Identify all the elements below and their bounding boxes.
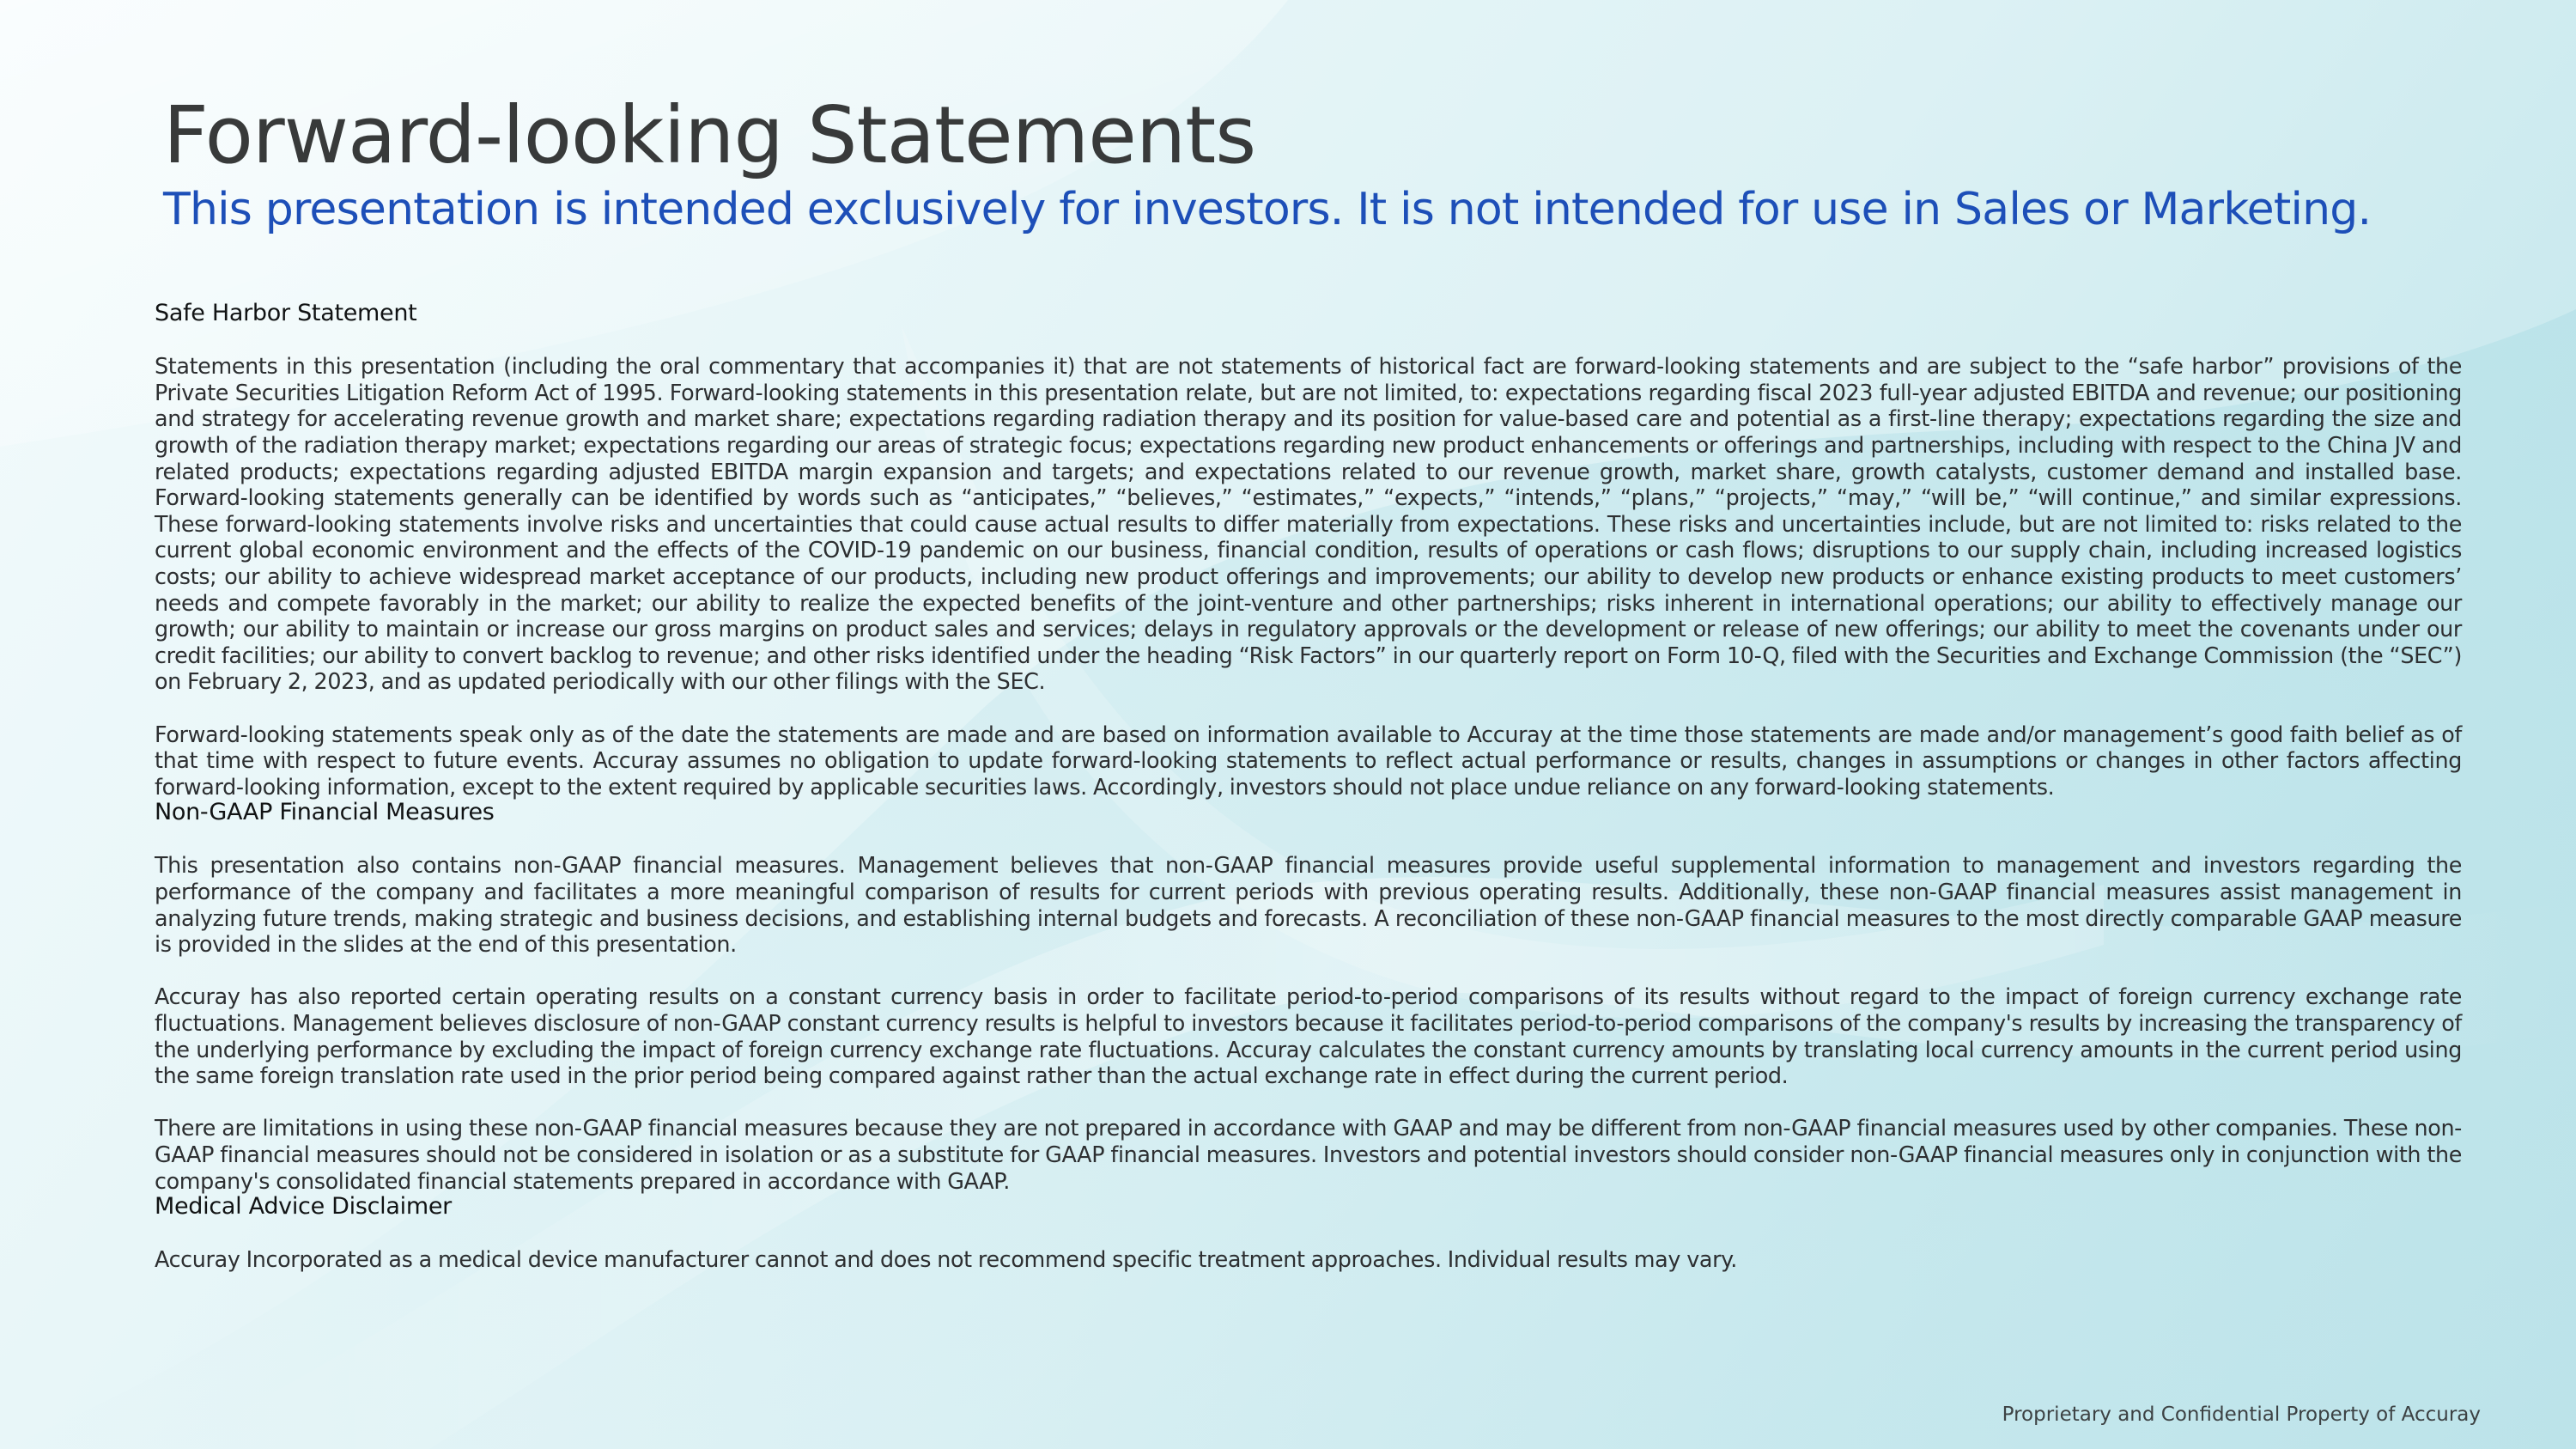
- non-gaap-paragraph-1: This presentation also contains non-GAAP financial measures. Management believes that non-GAAP financial measures provide useful supplemental information to management and investors regarding the performance of the company and facilitates a more meaningful comparison of results for current periods with previous operating results. Additionally, these non-GAAP financial measures assist management in analyzing future trends, making strategic and business decisions, and establishing internal budgets and forecasts. A reconciliation of these non-GAAP financial measures to the most directly comparable GAAP measure is provided in the slides at the end of this presentation.: [155, 852, 2462, 958]
- safe-harbor-section: [155, 301, 2462, 800]
- slide-title: Forward-looking Statements: [163, 89, 1256, 181]
- safe-harbor-paragraph-2: Forward-looking statements speak only as of the date the statements are made and are based on information available to Accuray at the time those statements are made and/or management’s good faith belief as of that time with respect to future events. Accuray assumes no obligation to update forward-looking statements to reflect actual performance or results, changes in assumptions or changes in other factors affecting forward-looking information, except to the extent required by applicable securities laws. Accordingly, investors should not place undue reliance on any forward-looking statements.: [155, 721, 2462, 800]
- disclaimer-body: [155, 301, 2462, 1273]
- slide-subtitle: This presentation is intended exclusively for investors. It is not intended for use in Sales or Marketing.: [163, 184, 2372, 235]
- medical-disclaimer-heading: Medical Advice Disclaimer: [155, 1193, 452, 1221]
- medical-disclaimer-section: [155, 1194, 2462, 1273]
- non-gaap-heading: Non-GAAP Financial Measures: [155, 799, 495, 826]
- footer-confidential: Proprietary and Confidential Property of Accuray: [2002, 1403, 2481, 1426]
- medical-disclaimer-paragraph: Accuray Incorporated as a medical device manufacturer cannot and does not recommend specific treatment approaches. Individual results may vary.: [155, 1246, 1737, 1273]
- non-gaap-paragraph-2: Accuray has also reported certain operating results on a constant currency basis in order to facilitate period-to-period comparisons of its results without regard to the impact of foreign currency exchange rate fluctuations. Management believes disclosure of non-GAAP constant currency results is helpful to investors because it facilitates period-to-period comparisons of the company's results by increasing the transparency of the underlying performance by excluding the impact of foreign currency exchange rate fluctuations. Accuray calculates the constant currency amounts by translating local currency amounts in the current period using the same foreign translation rate used in the prior period being compared against rather than the actual exchange rate in effect during the current period.: [155, 983, 2462, 1089]
- non-gaap-paragraph-3: There are limitations in using these non-GAAP financial measures because they are not prepared in accordance with GAAP and may be different from non-GAAP financial measures used by other companies. These non-GAAP financial measures should not be considered in isolation or as a substitute for GAAP financial measures. Investors and potential investors should consider non-GAAP financial measures only in conjunction with the company's consolidated financial statements prepared in accordance with GAAP.: [155, 1115, 2462, 1194]
- non-gaap-section: [155, 800, 2462, 1194]
- safe-harbor-heading: Safe Harbor Statement: [155, 300, 417, 326]
- safe-harbor-paragraph-1: Statements in this presentation (including the oral commentary that accompanies it) that are not statements of historical fact are forward-looking statements and are subject to the “safe harbor” provisions of the Private Securities Litigation Reform Act of 1995. Forward-looking statements in this presentation relate, but are not limited, to: expectations regarding fiscal 2023 full-year adjusted EBITDA and revenue; our positioning and strategy for accelerating revenue growth and market share; expectations regarding radiation therapy and its position for value-based care and potential as a first-line therapy; expectations regarding the size and growth of the radiation therapy market; expectations regarding our areas of strategic focus; expectations regarding new product enhancements or offerings and partnerships, including with respect to the China JV and related products; expectations regarding adjusted EBITDA margin expansion and targets; and expectations related to our revenue growth, market share, growth catalysts, customer demand and installed base. Forward-looking statements generally can be identified by words such as “anticipates,” “believes,” “estimates,” “expects,” “intends,” “plans,” “projects,” “may,” “will be,” “will continue,” and similar expressions. These forward-looking statements involve risks and uncertainties that could cause actual results to differ materially from expectations. These risks and uncertainties include, but are not limited to: risks related to the current global economic environment and the effects of the COVID-19 pandemic on our business, financial condition, results of operations or cash flows; disruptions to our supply chain, including increased logistics costs; our ability to achieve widespread market acceptance of our products, including new product offerings and improvements; our ability to develop new products or enhance existing products to meet customers’ needs and compete favorably in the market; our ability to realize the expected benefits of the joint-venture and other partnerships; risks inherent in international operations; our ability to effectively manage our growth; our ability to maintain or increase our gross margins on product sales and services; delays in regulatory approvals or the development or release of new offerings; our ability to meet the covenants under our credit facilities; our ability to convert backlog to revenue; and other risks identified under the heading “Risk Factors” in our quarterly report on Form 10-Q, filed with the Securities and Exchange Commission (the “SEC”) on February 2, 2023, and as updated periodically with our other filings with the SEC.: [155, 353, 2462, 695]
